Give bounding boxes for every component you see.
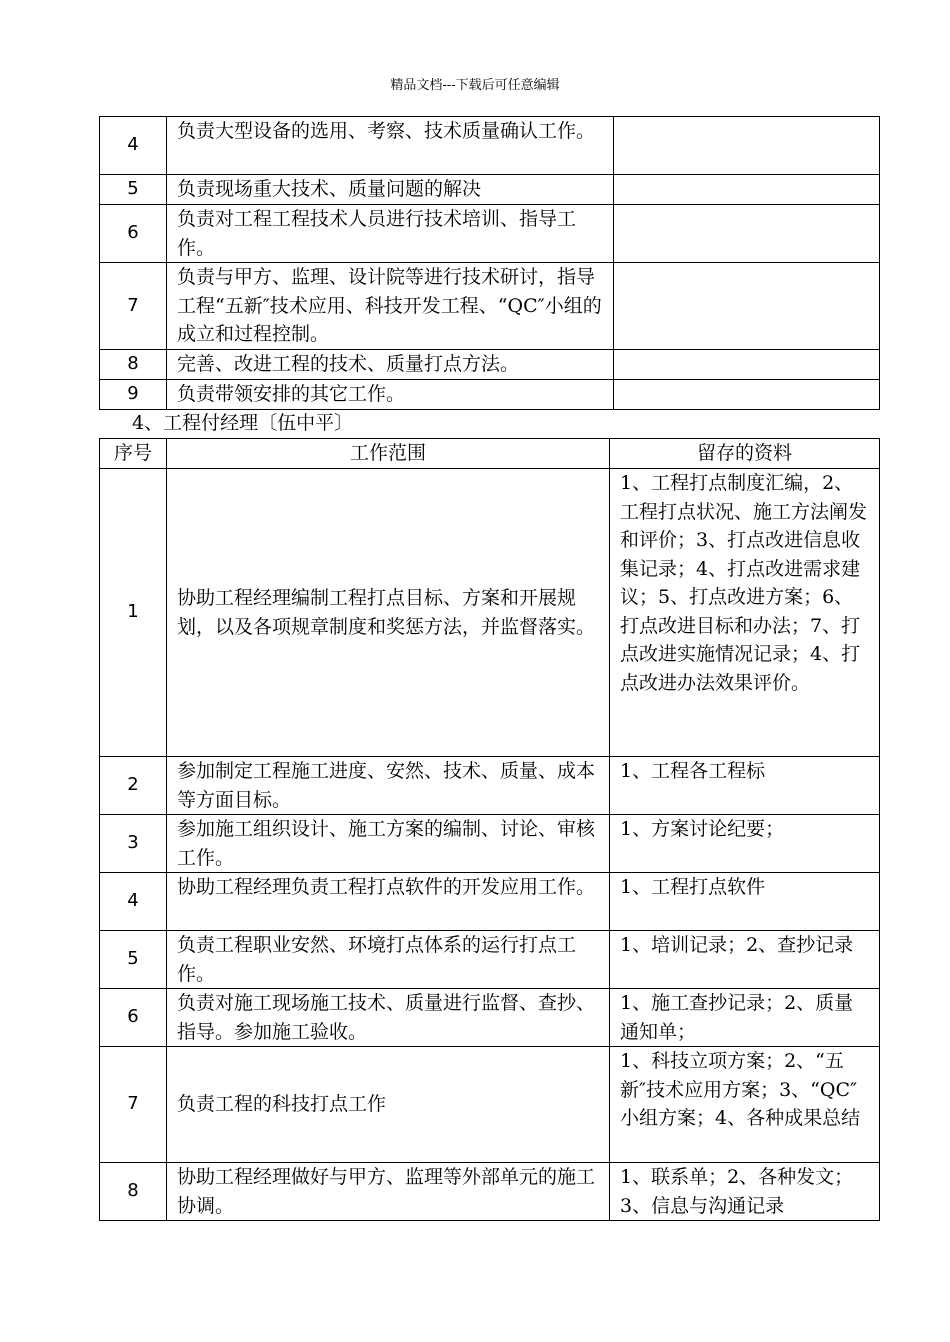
table-row — [100, 989, 880, 1047]
header-docs: 留存的资料 — [610, 439, 880, 469]
retained-docs-cell — [614, 380, 880, 410]
retained-docs-cell: 1、工程打点软件 — [610, 873, 880, 931]
work-scope-cell: 协助工程经理编制工程打点目标、方案和开展规划，以及各项规章制度和奖惩方法，并监督落实。 — [167, 469, 610, 757]
work-scope-cell: 完善、改进工程的技术、质量打点方法。 — [167, 350, 614, 380]
table-row — [100, 175, 880, 205]
table-row — [100, 469, 880, 757]
row-number: 7 — [100, 263, 167, 350]
retained-docs-cell: 1、联系单；2、各种发文；3、信息与沟通记录 — [610, 1163, 880, 1221]
table-row — [100, 117, 880, 175]
retained-docs-cell — [614, 205, 880, 263]
row-number: 4 — [100, 117, 167, 175]
table-row — [100, 205, 880, 263]
retained-docs-cell: 1、培训记录；2、查抄记录 — [610, 931, 880, 989]
work-scope-cell: 参加制定工程施工进度、安然、技术、质量、成本等方面目标。 — [167, 757, 610, 815]
table-row — [100, 1047, 880, 1163]
work-scope-cell: 负责工程的科技打点工作 — [167, 1047, 610, 1163]
row-number: 9 — [100, 380, 167, 410]
header-num: 序号 — [100, 439, 167, 469]
deputy-manager-table — [99, 438, 880, 1221]
row-number: 1 — [100, 469, 167, 757]
row-number: 8 — [100, 350, 167, 380]
header-scope: 工作范围 — [167, 439, 610, 469]
work-scope-cell: 协助工程经理负责工程打点软件的开发应用工作。 — [167, 873, 610, 931]
row-number: 5 — [100, 175, 167, 205]
retained-docs-cell — [614, 350, 880, 380]
retained-docs-cell — [614, 117, 880, 175]
work-scope-cell: 负责对施工现场施工技术、质量进行监督、查抄、指导。参加施工验收。 — [167, 989, 610, 1047]
work-scope-cell: 负责带领安排的其它工作。 — [167, 380, 614, 410]
retained-docs-cell: 1、施工查抄记录；2、质量通知单； — [610, 989, 880, 1047]
section-title: 4、工程付经理〔伍中平〕 — [132, 412, 354, 434]
table-row — [100, 380, 880, 410]
work-scope-cell: 参加施工组织设计、施工方案的编制、讨论、审核工作。 — [167, 815, 610, 873]
page-header: 精品文档---下载后可任意编辑 — [390, 78, 560, 93]
row-number: 6 — [100, 205, 167, 263]
retained-docs-cell: 1、工程各工程标 — [610, 757, 880, 815]
row-number: 3 — [100, 815, 167, 873]
retained-docs-cell: 1、科技立项方案；2、“五新″技术应用方案；3、“QC″小组方案；4、各种成果总结 — [610, 1047, 880, 1163]
work-scope-cell: 负责现场重大技术、质量问题的解决 — [167, 175, 614, 205]
work-scope-cell: 负责与甲方、监理、设计院等进行技术研讨，指导工程“五新″技术应用、科技开发工程、“QC″小组的成立和过程控制。 — [167, 263, 614, 350]
table-row — [100, 1163, 880, 1221]
work-scope-cell: 负责工程职业安然、环境打点体系的运行打点工作。 — [167, 931, 610, 989]
work-scope-cell: 协助工程经理做好与甲方、监理等外部单元的施工协调。 — [167, 1163, 610, 1221]
responsibility-table-continued — [99, 116, 880, 410]
retained-docs-cell — [614, 263, 880, 350]
row-number: 6 — [100, 989, 167, 1047]
row-number: 2 — [100, 757, 167, 815]
table-row — [100, 931, 880, 989]
retained-docs-cell — [614, 175, 880, 205]
work-scope-cell: 负责对工程工程技术人员进行技术培训、指导工作。 — [167, 205, 614, 263]
row-number: 4 — [100, 873, 167, 931]
retained-docs-cell: 1、方案讨论纪要； — [610, 815, 880, 873]
retained-docs-cell: 1、工程打点制度汇编，2、工程打点状况、施工方法阐发和评价；3、打点改进信息收集记录；4、打点改进需求建议；5、打点改进方案；6、打点改进目标和办法；7、打点改进实施情况记录；4、打点改进办法效果评价。 — [610, 469, 880, 757]
table-row — [100, 815, 880, 873]
table-row — [100, 757, 880, 815]
table-header-row — [100, 439, 880, 469]
table-row — [100, 350, 880, 380]
row-number: 8 — [100, 1163, 167, 1221]
row-number: 5 — [100, 931, 167, 989]
work-scope-cell: 负责大型设备的选用、考察、技术质量确认工作。 — [167, 117, 614, 175]
row-number: 7 — [100, 1047, 167, 1163]
table-row — [100, 873, 880, 931]
table-row — [100, 263, 880, 350]
